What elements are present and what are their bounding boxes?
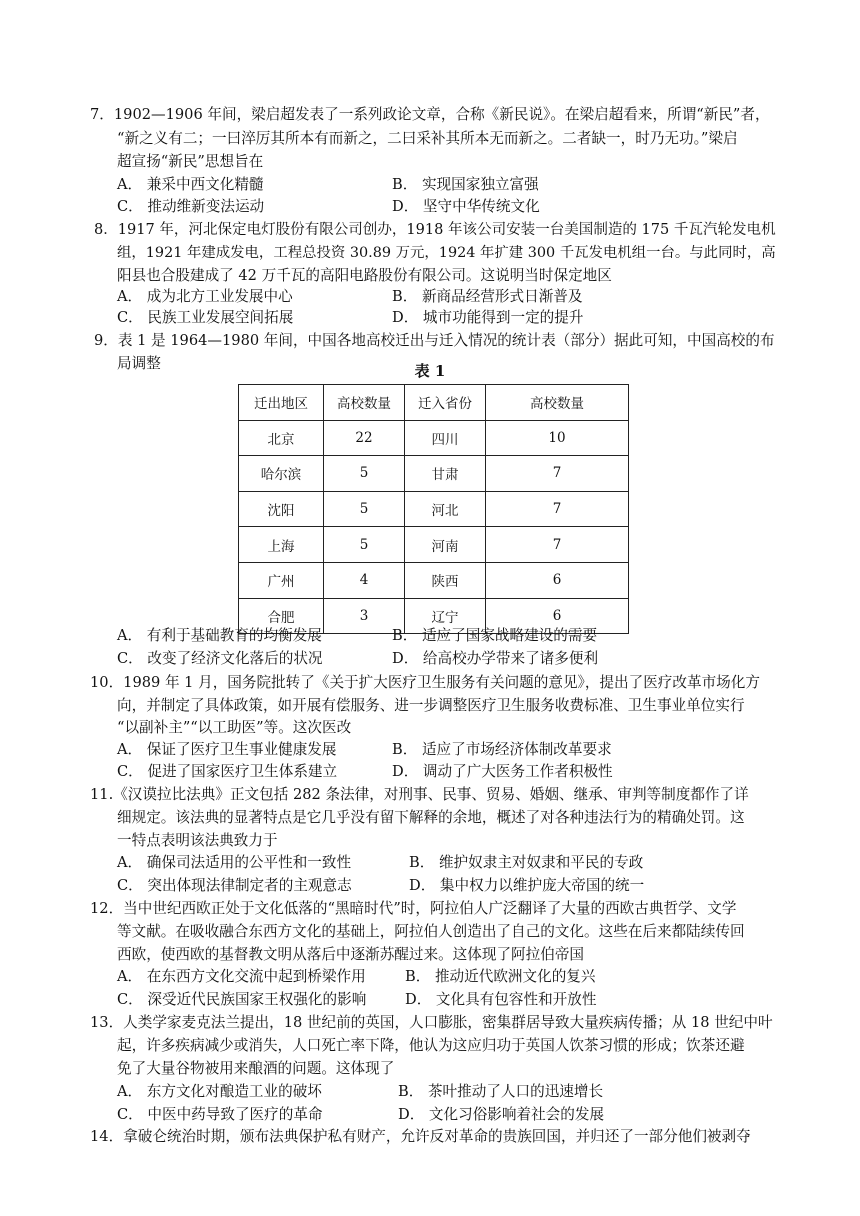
question-7-option-c[interactable]: C． 推动维新变法运动 <box>117 198 265 215</box>
question-9-option-d[interactable]: D． 给高校办学带来了诸多便利 <box>392 650 599 667</box>
table-cell: 陕西 <box>405 562 486 598</box>
table-cell: 合肥 <box>239 598 324 634</box>
question-12-option-a[interactable]: A． 在东西方文化交流中起到桥梁作用 <box>117 968 366 985</box>
table-cell: 四川 <box>405 420 486 456</box>
table-cell: 北京 <box>239 420 324 456</box>
question-12-option-b[interactable]: B． 推动近代欧洲文化的复兴 <box>405 968 596 985</box>
table-cell: 5 <box>324 491 405 527</box>
question-8-option-b[interactable]: B． 新商品经营形式日渐普及 <box>392 288 583 305</box>
table-cell: 5 <box>324 527 405 563</box>
table-header-cell: 高校数量 <box>486 385 629 421</box>
question-10-line-1: 10．1989 年 1 月，国务院批转了《关于扩大医疗卫生服务有关问题的意见》，提出了医疗改革市场化方 <box>90 674 760 691</box>
table-cell: 河北 <box>405 491 486 527</box>
question-12-line-3: 西欧，使西欧的基督教文明从落后中逐渐苏醒过来。这体现了阿拉伯帝国 <box>117 946 585 963</box>
question-12-line-1: 12．当中世纪西欧正处于文化低落的“黑暗时代”时，阿拉伯人广泛翻译了大量的西欧古典哲学、文学 <box>90 900 737 917</box>
table-row <box>239 420 629 456</box>
question-9-line-1: 9．表 1 是 1964—1980 年间，中国各地高校迁出与迁入情况的统计表（部分）据此可知，中国高校的布 <box>94 332 775 349</box>
question-10-option-c[interactable]: C． 促进了国家医疗卫生体系建立 <box>117 763 338 780</box>
question-7-option-b[interactable]: B． 实现国家独立富强 <box>392 176 539 193</box>
question-11-line-2: 细规定。该法典的显著特点是它几乎没有留下解释的余地，概述了对各种违法行为的精确处罚。这 <box>117 809 745 826</box>
table-cell: 上海 <box>239 527 324 563</box>
table-row <box>239 527 629 563</box>
question-11-option-d[interactable]: D． 集中权力以维护庞大帝国的统一 <box>409 877 645 894</box>
question-11-option-a[interactable]: A． 确保司法适用的公平性和一致性 <box>117 854 352 871</box>
question-8-option-d[interactable]: D． 城市功能得到一定的提升 <box>392 309 584 326</box>
question-13-line-1: 13．人类学家麦克法兰提出，18 世纪前的英国，人口膨胀，密集群居导致大量疾病传播；从 18 世纪中叶 <box>90 1014 773 1031</box>
table-row <box>239 456 629 492</box>
question-13-option-b[interactable]: B． 茶叶推动了人口的迅速增长 <box>398 1083 604 1100</box>
table-cell: 10 <box>486 420 629 456</box>
question-10-option-d[interactable]: D． 调动了广大医务工作者积极性 <box>392 763 613 780</box>
question-8-option-c[interactable]: C． 民族工业发展空间拓展 <box>117 309 294 326</box>
table-1 <box>238 384 629 634</box>
question-7-line-3: 超宣扬“新民”思想旨在 <box>117 153 264 170</box>
table-cell: 甘肃 <box>405 456 486 492</box>
question-10-line-3: “以副补主”“以工助医”等。这次医改 <box>117 719 352 736</box>
question-10-option-b[interactable]: B． 适应了市场经济体制改革要求 <box>392 741 612 758</box>
question-12-option-c[interactable]: C． 深受近代民族国家王权强化的影响 <box>117 991 367 1008</box>
table-row <box>239 562 629 598</box>
question-9-option-b[interactable]: B． 适应了国家战略建设的需要 <box>392 627 598 644</box>
table-header-cell: 迁入省份 <box>405 385 486 421</box>
question-13-option-c[interactable]: C． 中医中药导致了医疗的革命 <box>117 1106 323 1123</box>
table-cell: 沈阳 <box>239 491 324 527</box>
table-cell: 辽宁 <box>405 598 486 634</box>
question-9-option-a[interactable]: A． 有利于基础教育的均衡发展 <box>117 627 322 644</box>
question-13-line-2: 起，许多疾病减少或消失，人口死亡率下降，他认为这应归功于英国人饮茶习惯的形成；饮茶还避 <box>117 1037 745 1054</box>
question-7-line-1: 7．1902—1906 年间，梁启超发表了一系列政论文章，合称《新民说》。在梁启超看来，所谓“新民”者， <box>90 106 770 123</box>
table-header-row <box>239 385 629 421</box>
table-cell: 7 <box>486 491 629 527</box>
question-8-line-3: 阳县也合股建成了 42 万千瓦的高阳电路股份有限公司。这说明当时保定地区 <box>117 267 612 284</box>
question-11-option-b[interactable]: B． 维护奴隶主对奴隶和平民的专政 <box>409 854 644 871</box>
question-10-option-a[interactable]: A． 保证了医疗卫生事业健康发展 <box>117 741 337 758</box>
question-12-option-d[interactable]: D． 文化具有包容性和开放性 <box>405 991 597 1008</box>
question-7-option-d[interactable]: D． 坚守中华传统文化 <box>392 198 540 215</box>
question-13-line-3: 免了大量谷物被用来酿酒的问题。这体现了 <box>117 1060 395 1077</box>
question-12-line-2: 等文献。在吸收融合东西方文化的基础上，阿拉伯人创造出了自己的文化。这些在后来都陆续传回 <box>117 923 745 940</box>
table-cell: 3 <box>324 598 405 634</box>
question-8-line-2: 组，1921 年建成发电，工程总投资 30.89 万元，1924 年扩建 300 千瓦发电机组一台。与此同时，高 <box>117 245 776 261</box>
table-cell: 河南 <box>405 527 486 563</box>
question-13-option-d[interactable]: D． 文化习俗影响着社会的发展 <box>398 1106 605 1123</box>
table-cell: 4 <box>324 562 405 598</box>
question-10-line-2: 向，并制定了具体政策，如开展有偿服务、进一步调整医疗卫生服务收费标准、卫生事业单位实行 <box>117 697 745 714</box>
table-cell: 哈尔滨 <box>239 456 324 492</box>
question-9-line-2: 局调整 <box>117 355 161 372</box>
table-cell: 6 <box>486 562 629 598</box>
question-9-option-c[interactable]: C． 改变了经济文化落后的状况 <box>117 650 323 667</box>
table-header-cell: 迁出地区 <box>239 385 324 421</box>
table-row <box>239 491 629 527</box>
question-8-option-a[interactable]: A． 成为北方工业发展中心 <box>117 288 293 305</box>
question-14-line-1: 14．拿破仑统治时期，颁布法典保护私有财产，允许反对革命的贵族回国，并归还了一部分他们被剥夺 <box>90 1128 751 1145</box>
question-7-line-2: “新之义有二；一曰淬厉其所本有而新之，二曰采补其所本无而新之。二者缺一，时乃无功。”梁启 <box>117 130 738 147</box>
table-cell: 5 <box>324 456 405 492</box>
table-cell: 22 <box>324 420 405 456</box>
table-cell: 6 <box>486 598 629 634</box>
table-header-cell: 高校数量 <box>324 385 405 421</box>
table-cell: 7 <box>486 456 629 492</box>
table-cell: 7 <box>486 527 629 563</box>
question-11-option-c[interactable]: C． 突出体现法律制定者的主观意志 <box>117 877 352 894</box>
question-11-line-1: 11.《汉谟拉比法典》正文包括 282 条法律，对刑事、民事、贸易、婚姻、继承、审判等制度都作了详 <box>90 786 749 803</box>
table-caption: 表 1 <box>414 362 446 380</box>
table-cell: 广州 <box>239 562 324 598</box>
question-7-option-a[interactable]: A． 兼采中西文化精髓 <box>117 176 264 193</box>
question-11-line-3: 一特点表明该法典致力于 <box>117 832 278 849</box>
question-8-line-1: 8．1917 年，河北保定电灯股份有限公司创办，1918 年该公司安装一台美国制造的 175 千瓦汽轮发电机 <box>94 222 776 238</box>
question-13-option-a[interactable]: A． 东方文化对酿造工业的破坏 <box>117 1083 322 1100</box>
